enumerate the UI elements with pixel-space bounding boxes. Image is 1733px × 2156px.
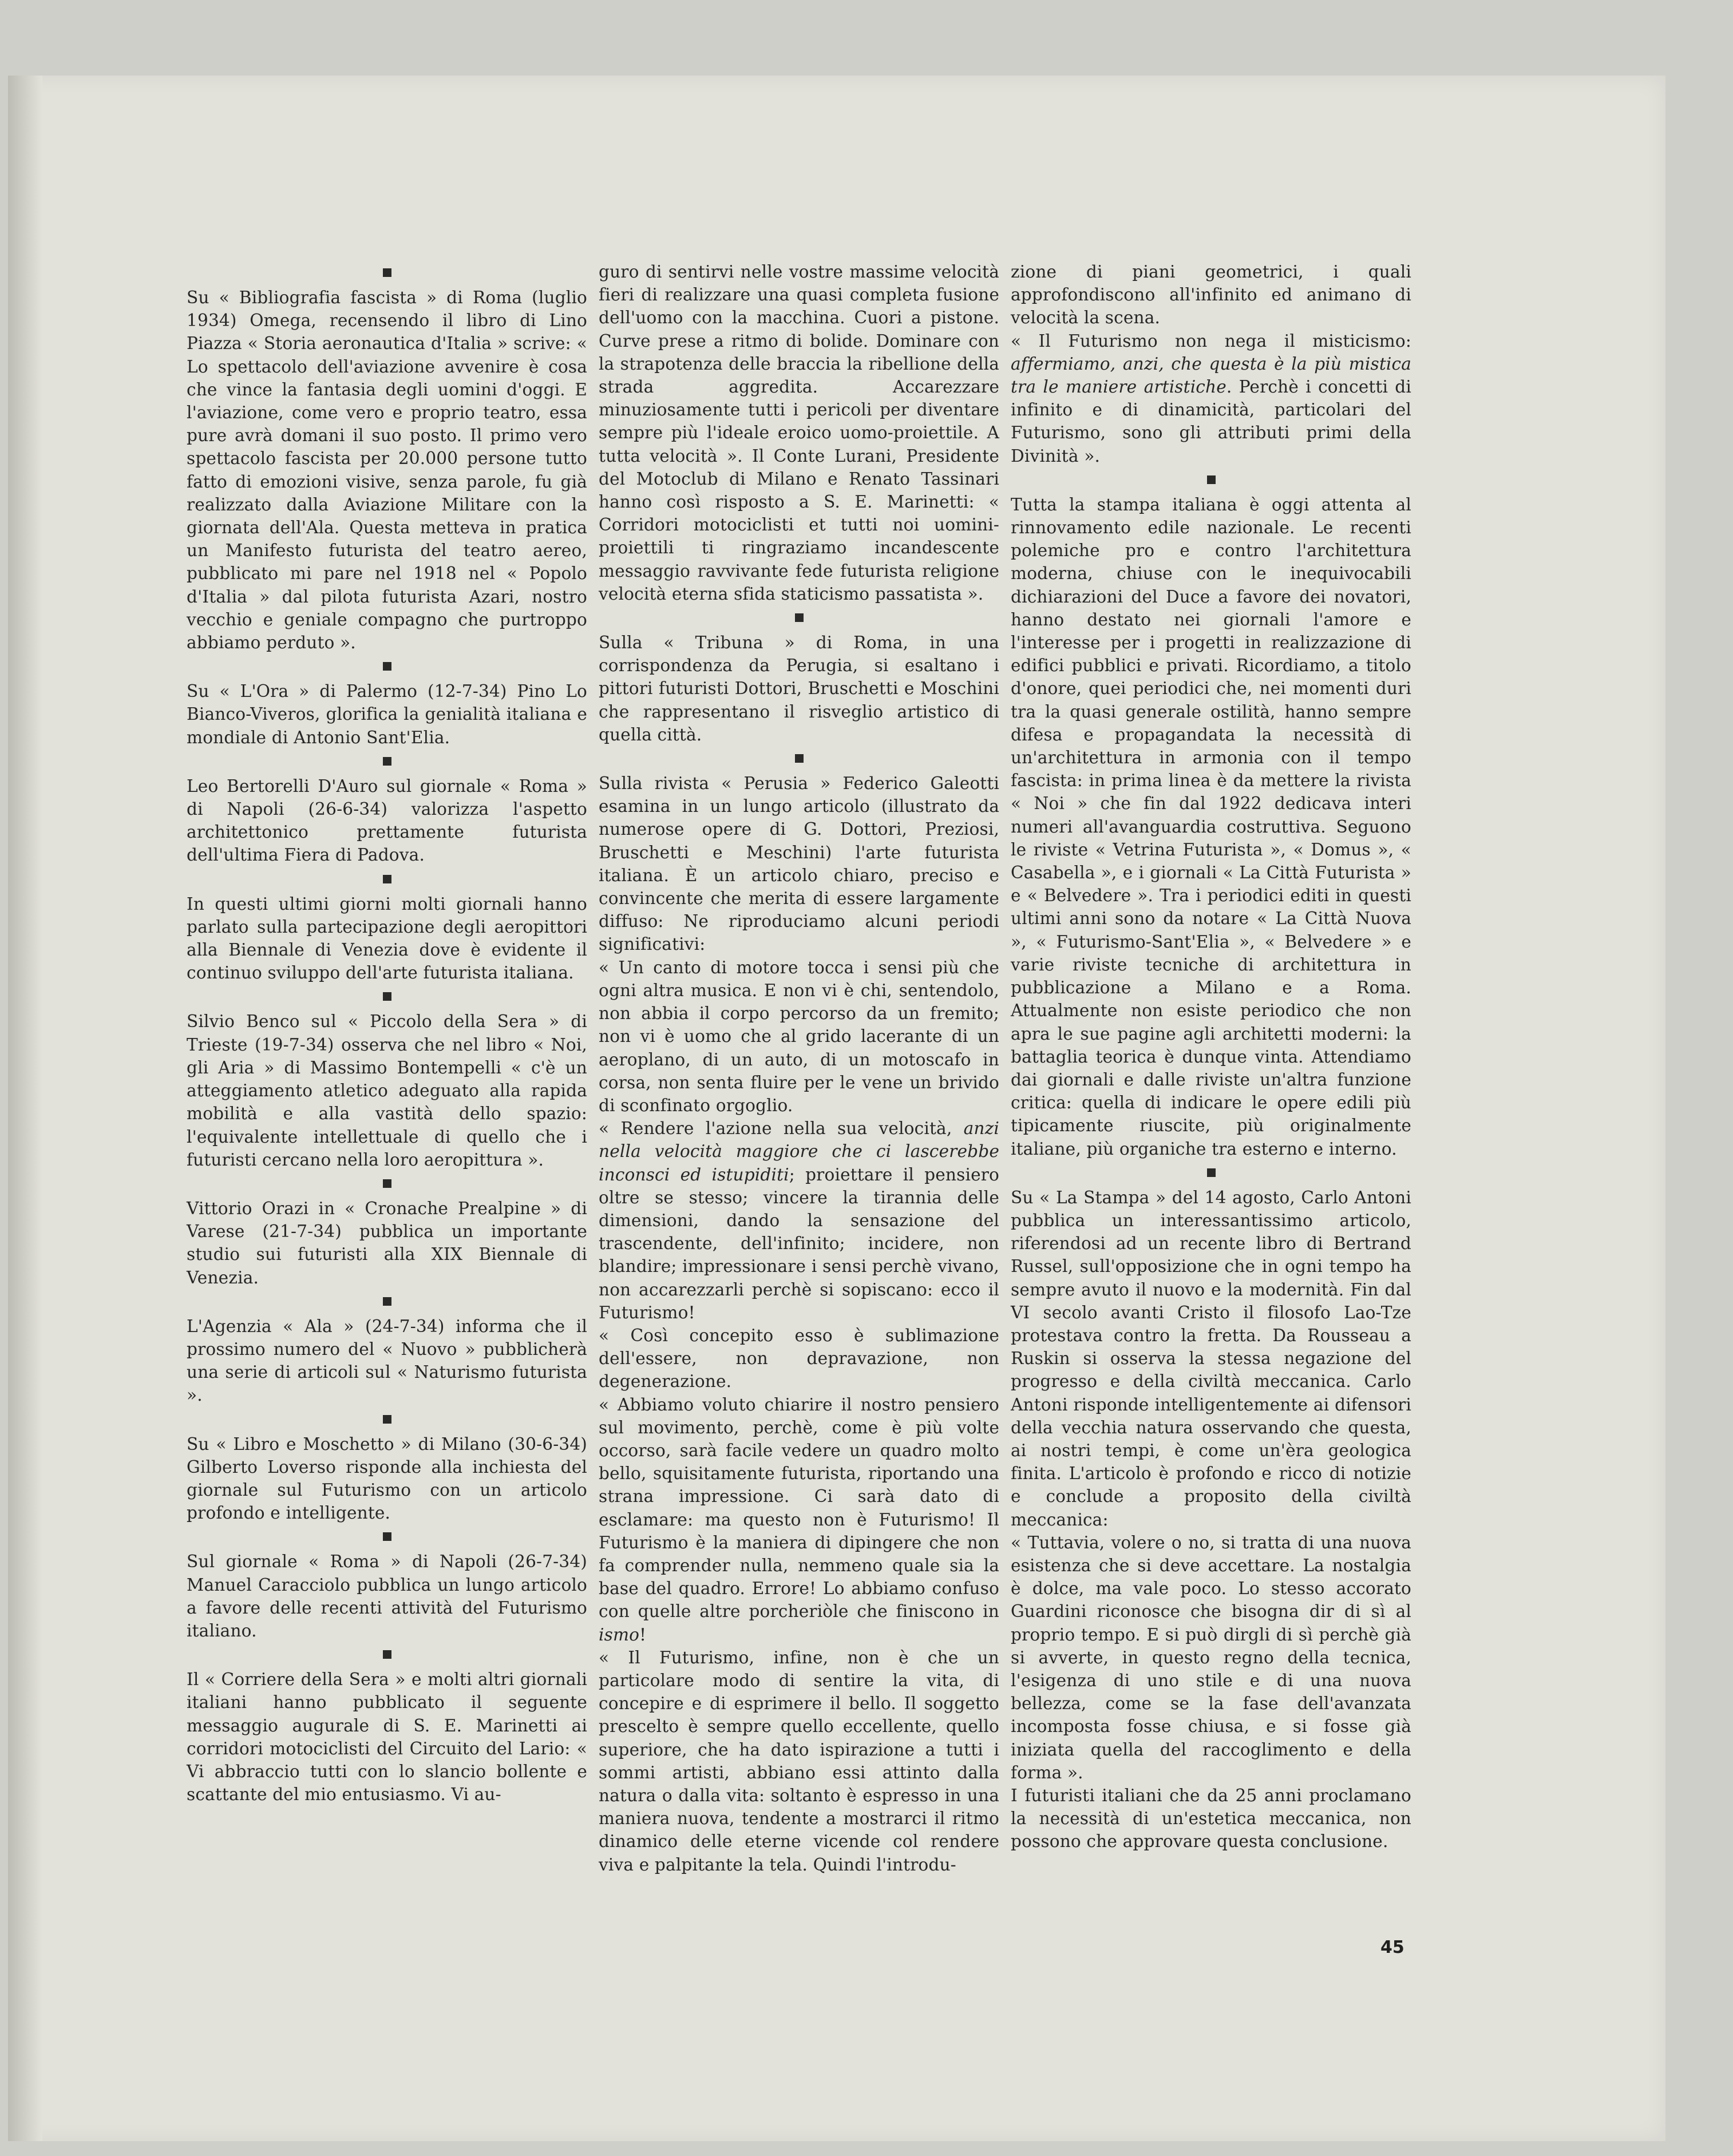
text-run: « Abbiamo voluto chiarire il nostro pensiero sul movimento, perchè, come è più volte occorso, sarà facile vedere un quadro molto bello, squisitamente futurista, riportando una strana impressione. Ci sarà dato di esclamare: ma questo non è Futurismo! Il Futurismo è la maniera di dipingere che non fa comprender nulla, nemmeno quale sia la base del quadro. Errore! Lo abbiamo confuso con quelle altre porcheriòle che finiscono in bbox=[599, 1394, 999, 1622]
page-number: 45 bbox=[1380, 1937, 1404, 1957]
paragraph: In questi ultimi giorni molti giornali hanno parlato sulla partecipazione degli aeropittori alla Biennale di Venezia dove è evidente il continuo sviluppo dell'arte futurista italiana. bbox=[187, 894, 587, 983]
section-divider-square bbox=[383, 662, 391, 671]
column-left bbox=[187, 260, 587, 1806]
column-right bbox=[1011, 260, 1411, 1853]
section-divider-square bbox=[383, 1650, 391, 1659]
section-divider-square bbox=[383, 268, 391, 277]
section-divider-square bbox=[1207, 475, 1216, 484]
paragraph: L'Agenzia « Ala » (24-7-34) informa che il prossimo numero del « Nuovo » pubblicherà una serie di articoli sul « Naturismo futurista ». bbox=[187, 1316, 587, 1405]
paragraph bbox=[1011, 330, 1411, 467]
paragraph: Su « Bibliografia fascista » di Roma (luglio 1934) Omega, recensendo il libro di Lino Piazza « Storia aeronautica d'Italia » scrive: « Lo spettacolo dell'aviazione avvenire è cosa che vince la fantasia degli uomini d'oggi. E l'aviazione, come vero e proprio teatro, essa pure avrà domani il suo posto. Il primo vero spettacolo fascista per 20.000 persone tutto fatto di emozioni visive, senza parole, fu già realizzato dalla Aviazione Militare con la giornata dell'Ala. Questa metteva in pratica un Manifesto futurista del teatro aereo, pubblicato mi pare nel 1918 nel « Popolo d'Italia » dal pilota futurista Azari, nostro vecchio e geniale compagno che purtroppo abbiamo perduto ». bbox=[187, 288, 587, 653]
section-divider-square bbox=[383, 992, 391, 1001]
paragraph: Leo Bertorelli D'Auro sul giornale « Roma » di Napoli (26-6-34) valorizza l'aspetto architettonico prettamente futurista dell'ultima Fiera di Padova. bbox=[187, 776, 587, 865]
binding-gutter bbox=[8, 76, 42, 2141]
paragraph bbox=[599, 1117, 999, 1324]
text-run: ! bbox=[639, 1624, 647, 1644]
section-divider-square bbox=[1207, 1168, 1216, 1177]
section-divider-square bbox=[383, 875, 391, 883]
column-middle bbox=[599, 260, 999, 1876]
text-run: « Il Futurismo non nega il misticismo: bbox=[1011, 331, 1411, 351]
text-run: . Perchè i concetti di infinito e di dinamicità, particolari del Futurismo, sono gli attributi primi della Divinità ». bbox=[1011, 377, 1411, 466]
paragraph: guro di sentirvi nelle vostre massime velocità fieri di realizzare una quasi completa fusione dell'uomo con la macchina. Cuori a pistone. Curve prese a ritmo di bolide. Dominare con la strapotenza delle braccia la ribellione della strada aggredita. Accarezzare minuziosamente tutti i pericoli per diventare sempre più l'ideale eroico uomo-proiettile. A tutta velocità ». Il Conte Lurani, Presidente del Motoclub di Milano e Renato Tassinari hanno così risposto a S. E. Marinetti: « Corridori motociclisti et tutti noi uomini-proiettili ti ringraziamo incandescente messaggio ravvivante fede futurista religione velocità eterna sfida staticismo passatista ». bbox=[599, 262, 999, 604]
paragraph: Vittorio Orazi in « Cronache Prealpine » di Varese (21-7-34) pubblica un importante studio sui futuristi alla XIX Biennale di Venezia. bbox=[187, 1198, 587, 1287]
italic-phrase: anzi nella velocità maggiore che ci lascerebbe inconsci ed istupiditi bbox=[599, 1119, 999, 1184]
paragraph: Sulla rivista « Perusia » Federico Galeotti esamina in un lungo articolo (illustrato da numerose opere di G. Dottori, Preziosi, Bruschetti e Meschini) l'arte futurista italiana. È un articolo chiaro, preciso e convincente che merita di essere largamente diffuso: Ne riproduciamo alcuni periodi significativi: bbox=[599, 774, 999, 954]
section-divider-square bbox=[383, 1179, 391, 1188]
paragraph bbox=[599, 1393, 999, 1646]
paragraph: Su « L'Ora » di Palermo (12-7-34) Pino Lo Bianco-Viveros, glorifica la genialità italiana e mondiale di Antonio Sant'Elia. bbox=[187, 681, 587, 747]
italic-word: ismo bbox=[599, 1624, 640, 1644]
paragraph: Su « Libro e Moschetto » di Milano (30-6-34) Gilberto Loverso risponde alla inchiesta del giornale sul Futurismo con un articolo profondo e intelligente. bbox=[187, 1434, 587, 1523]
section-divider-square bbox=[795, 754, 804, 763]
section-divider-square bbox=[383, 1532, 391, 1541]
paragraph: I futuristi italiani che da 25 anni proclamano la necessità di un'estetica meccanica, non possono che approvare questa conclusione. bbox=[1011, 1786, 1411, 1852]
italic-phrase: affermiamo, anzi, che questa è la più mistica tra le maniere artistiche bbox=[1011, 354, 1411, 397]
text-run: « Rendere l'azione nella sua velocità, bbox=[599, 1119, 952, 1139]
paragraph: Tutta la stampa italiana è oggi attenta al rinnovamento edile nazionale. Le recenti polemiche pro e contro l'architettura moderna, chiuse con le inequivocabili dichiarazioni del Duce a favore dei novatori, hanno destato nei giornali l'amore e l'interesse per i progetti in realizzazione di edifici pubblici e privati. Ricordiamo, a titolo d'onore, quei periodici che, nei momenti duri tra la quasi generale ostilità, hanno sempre difesa e propagandata la necessità di un'architettura in armonia con il tempo fascista: in prima linea è da mettere la rivista « Noi » che fin dal 1922 dedicava interi numeri all'avanguardia costruttiva. Seguono le riviste « Vetrina Futurista », « Domus », « Casabella », e i giornali « La Città Futurista » e « Belvedere ». Tra i periodici editi in questi ultimi anni sono da notare « La Città Nuova », « Futurismo-Sant'Elia », « Belvedere » e varie riviste tecniche di architettura in pubblicazione a Milano e a Roma. Attualmente non esiste periodico che non apra le sue pagine agli architetti moderni: la battaglia teorica è dunque vinta. Attendiamo dai giornali e dalle riviste un'altra funzione critica: quella di indicare le opere edili più tipicamente riuscite, più originalmente italiane, più organiche tra esterno e interno. bbox=[1011, 494, 1411, 1159]
text-run: ; proiettare il pensiero oltre se stesso; vincere la tirannia delle dimensioni, dando la sensazione del trascendente, dell'infinito; incidere, non blandire; impressionare i sensi perchè vivano, non accarezzarli perchè si sopiscano: ecco il Futurismo! bbox=[599, 1164, 999, 1322]
paragraph: Sul giornale « Roma » di Napoli (26-7-34) Manuel Caracciolo pubblica un lungo articolo a favore delle recenti attività del Futurismo italiano. bbox=[187, 1552, 587, 1640]
section-divider-square bbox=[795, 613, 804, 622]
paragraph: Il « Corriere della Sera » e molti altri giornali italiani hanno pubblicato il seguente messaggio augurale di S. E. Marinetti ai corridori motociclisti del Circuito del Lario: « Vi abbraccio tutti con lo slancio bollente e scattante del mio entusiasmo. Vi au- bbox=[187, 1670, 587, 1805]
paragraph: zione di piani geometrici, i quali approfondiscono all'infinito ed animano di velocità la scena. bbox=[1011, 262, 1411, 328]
paragraph: « Tuttavia, volere o no, si tratta di una nuova esistenza che si deve accettare. La nostalgia è dolce, ma vale poco. Lo stesso accorato Guardini riconosce che bisogna dir di sì al proprio tempo. E si può dirgli di sì perchè già si avverte, in questo regno della tecnica, l'esigenza di uno stile e di una nuova bellezza, come se la fase dell'avanzata incomposta fosse chiusa, e si fosse già iniziata quella del raccoglimento e della forma ». bbox=[1011, 1532, 1411, 1782]
section-divider-square bbox=[383, 1297, 391, 1306]
paragraph: « Un canto di motore tocca i sensi più che ogni altra musica. E non vi è chi, sentendolo, non abbia il corpo percorso da un fremito; non vi è uomo che al grido lacerante di un aeroplano, di un auto, di un motoscafo in corsa, non senta fluire per le vene un brivido di sconfinato orgoglio. bbox=[599, 957, 999, 1115]
paragraph: Su « La Stampa » del 14 agosto, Carlo Antoni pubblica un interessantissimo articolo, riferendosi ad un recente libro di Bertrand Russel, sull'opposizione che in ogni tempo ha sempre avuto il nuovo e la modernità. Fin dal VI secolo avanti Cristo il filosofo Lao-Tze protestava contro la fretta. Da Rousseau a Ruskin si osserva la stessa negazione del progresso e della civiltà meccanica. Carlo Antoni risponde intelligentemente ai difensori della vecchia natura osservando che questa, ai nostri tempi, è come un'èra geologica finita. L'articolo è profondo e ricco di notizie e conclude a proposito della civiltà meccanica: bbox=[1011, 1187, 1411, 1529]
paragraph: « Così concepito esso è sublimazione dell'essere, non depravazione, non degenerazione. bbox=[599, 1325, 999, 1392]
section-divider-square bbox=[383, 757, 391, 766]
paragraph: « Il Futurismo, infine, non è che un particolare modo di sentire la vita, di concepire e di esprimere il bello. Il soggetto prescelto è sempre quello eccellente, quello superiore, che ha dato ispirazione a tutti i sommi artisti, abbiano essi attinto dalla natura o dalla vita: soltanto è espresso in una maniera nuova, tendente a mostrarci il ritmo dinamico delle eterne vicende col rendere viva e palpitante la tela. Quindi l'introdu- bbox=[599, 1647, 999, 1874]
paragraph: Sulla « Tribuna » di Roma, in una corrispondenza da Perugia, si esaltano i pittori futuristi Dottori, Bruschetti e Moschini che rappresentano il risveglio artistico di quella città. bbox=[599, 633, 999, 744]
paragraph: Silvio Benco sul « Piccolo della Sera » di Trieste (19-7-34) osserva che nel libro « Noi, gli Aria » di Massimo Bontempelli « c'è un atteggiamento atletico adeguato alla rapida mobilità e alla vastità dello spazio: l'equivalente intellettuale di quello che i futuristi cercano nella loro aeropittura ». bbox=[187, 1012, 587, 1170]
section-divider-square bbox=[383, 1415, 391, 1424]
